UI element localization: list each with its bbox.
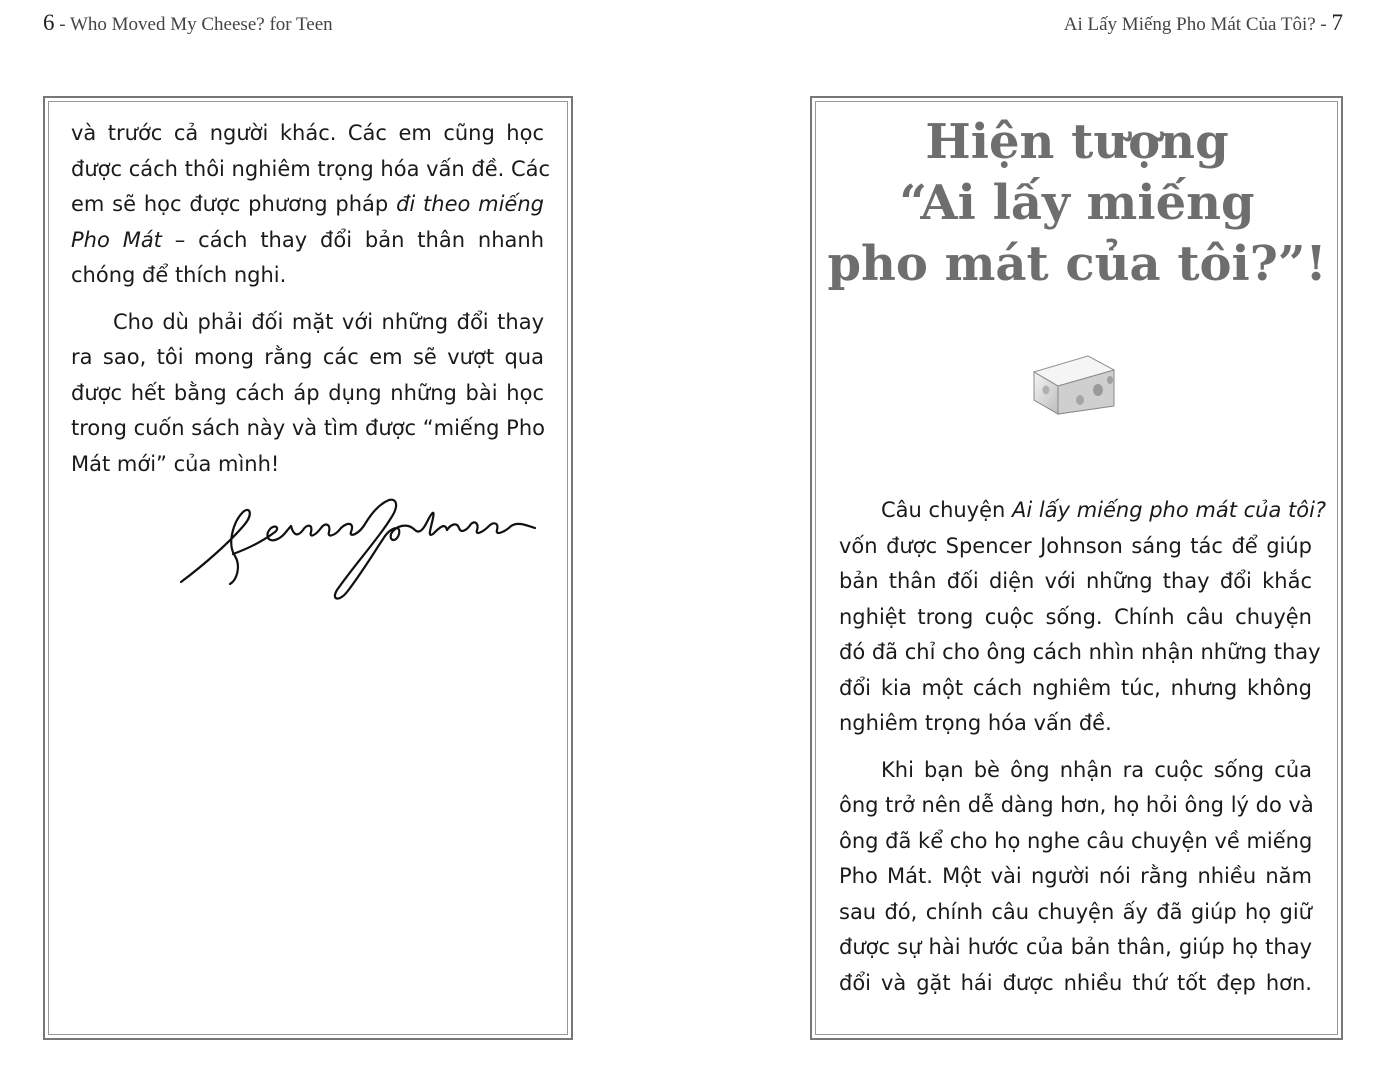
cheese-icon	[1028, 350, 1120, 418]
right-paragraph-1	[839, 493, 1327, 742]
left-page-number: 6	[43, 10, 55, 35]
text-line: được sự hài hước của bản thân, giúp họ thay	[839, 935, 1312, 959]
title-line-2: “Ai lấy miếng	[899, 175, 1255, 231]
text-line: Pho Mát. Một vài người nói rằng nhiều năm	[839, 864, 1312, 888]
text-line: và trước cả người khác. Các em cũng học	[71, 121, 544, 145]
text-line: Cho dù phải đối mặt với những đổi thay	[113, 309, 544, 334]
left-book-title: Who Moved My Cheese? for Teen	[69, 14, 333, 35]
italic-book-title: Ai lấy miếng pho mát của tôi?	[1012, 498, 1327, 522]
text-line: Khi bạn bè ông nhận ra cuộc sống của	[881, 757, 1312, 782]
text-line: nghiêm trọng hóa vấn đề.	[839, 711, 1112, 735]
text-line: được cách thôi nghiêm trọng hóa vấn đề. Các	[71, 156, 551, 181]
right-header-separator: -	[1315, 14, 1332, 35]
chapter-title	[812, 112, 1342, 295]
left-header-separator: -	[54, 14, 70, 35]
text-line: Mát mới” của mình!	[71, 451, 280, 476]
text-span: Câu chuyện	[881, 498, 1013, 522]
right-paragraph-2	[839, 753, 1312, 1002]
text-line: ông đã kể cho họ nghe câu chuyện về miếng	[839, 828, 1313, 853]
text-span: em sẽ học được phương pháp	[71, 192, 397, 216]
title-line-3: pho mát của tôi?”!	[827, 236, 1327, 292]
left-running-header	[43, 10, 333, 36]
right-running-header	[1064, 10, 1343, 36]
text-line: chóng để thích nghi.	[71, 263, 287, 287]
right-page-number: 7	[1331, 10, 1343, 35]
right-page-body	[839, 493, 1327, 1001]
left-paragraph-1	[71, 116, 551, 294]
text-line: đổi kia một cách nghiêm túc, nhưng không	[839, 675, 1312, 700]
text-line: đó đã chỉ cho ông cách nhìn nhận những thay	[839, 640, 1321, 664]
text-line: trong cuốn sách này và tìm được “miếng Pho	[71, 416, 545, 440]
text-line: được hết bằng cách áp dụng những bài học	[71, 380, 544, 405]
text-line: đổi và gặt hái được nhiều thứ tốt đẹp hơn.	[839, 970, 1312, 995]
text-line: ra sao, tôi mong rằng các em sẽ vượt qua	[71, 345, 544, 369]
text-line	[71, 187, 544, 223]
title-line-1: Hiện tượng	[925, 114, 1229, 170]
left-page-body	[71, 116, 551, 482]
author-signature	[175, 494, 540, 606]
text-line: sau đó, chính câu chuyện ấy đã giúp họ giữ	[839, 899, 1312, 924]
text-line	[839, 493, 1327, 529]
text-line	[71, 223, 544, 259]
right-book-title: Ai Lấy Miếng Pho Mát Của Tôi?	[1063, 14, 1316, 35]
italic-phrase: Pho Mát	[71, 227, 162, 252]
italic-phrase: đi theo miếng	[396, 192, 544, 216]
text-line: ông trở nên dễ dàng hơn, họ hỏi ông lý do và	[839, 793, 1314, 817]
left-paragraph-2	[71, 305, 544, 483]
text-line: vốn được Spencer Johnson sáng tác để giúp	[839, 533, 1312, 558]
text-span: – cách thay đổi bản thân nhanh	[161, 227, 545, 252]
text-line: bản thân đối diện với những thay đổi khắc	[839, 569, 1312, 593]
text-line: nghiệt trong cuộc sống. Chính câu chuyện	[839, 604, 1312, 629]
